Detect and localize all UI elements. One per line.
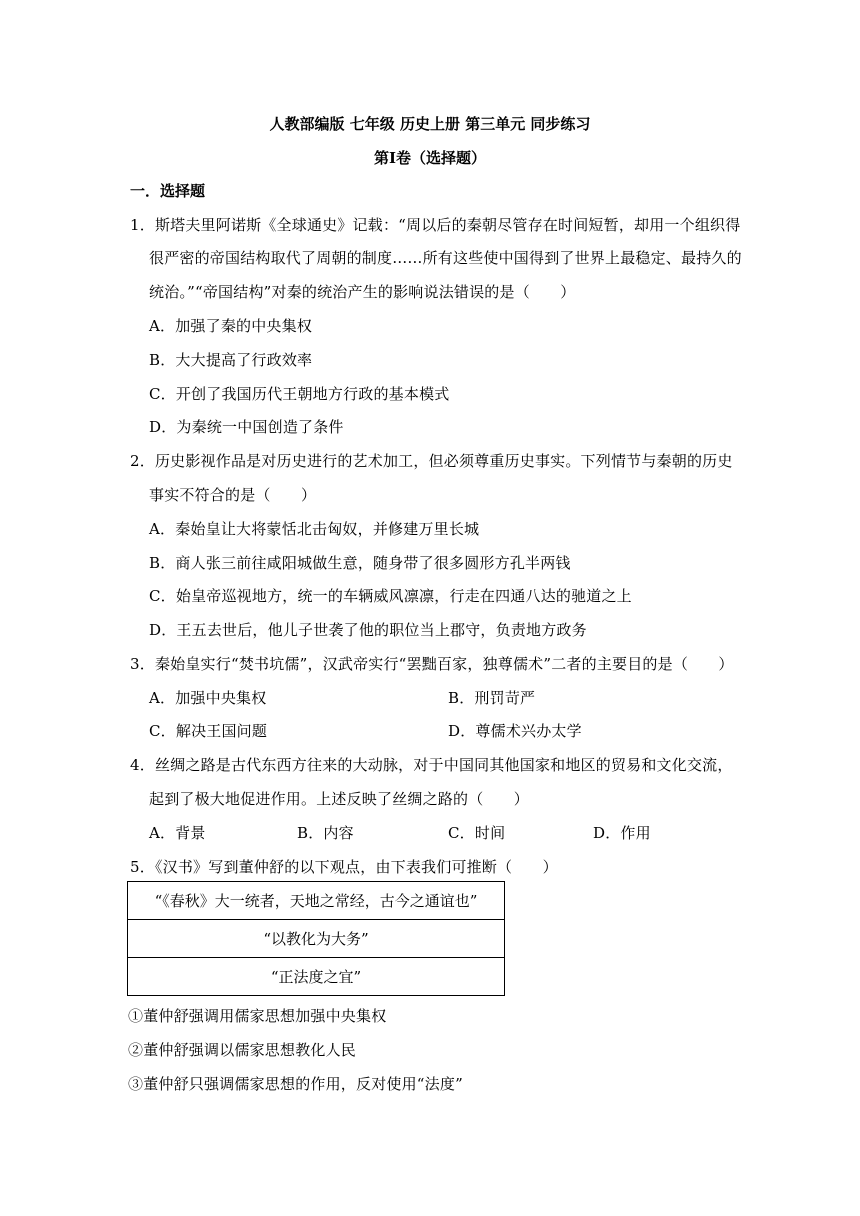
statement-1: ①董仲舒强调用儒家思想加强中央集权 bbox=[128, 1007, 387, 1025]
question-2-option-c: C．始皇帝巡视地方，统一的车辆威风凛凛，行走在四通八达的驰道之上 bbox=[149, 587, 632, 605]
statement-3: ③董仲舒只强调儒家思想的作用，反对使用“法度” bbox=[128, 1075, 463, 1093]
quote-table bbox=[127, 881, 505, 996]
question-3-option-c: C．解决王国问题 bbox=[149, 722, 268, 740]
document-subtitle: 第Ⅰ卷（选择题） bbox=[373, 149, 487, 167]
question-3-option-a: A．加强中央集权 bbox=[149, 689, 267, 707]
question-3-line-1: 3．秦始皇实行“焚书坑儒”，汉武帝实行“罢黜百家，独尊儒术”二者的主要目的是（ ） bbox=[130, 655, 734, 673]
question-4-option-b: B．内容 bbox=[297, 824, 354, 842]
question-4-line-1: 4．丝绸之路是古代东西方往来的大动脉，对于中国同其他国家和地区的贸易和文化交流， bbox=[130, 756, 733, 774]
question-2-line-1: 2．历史影视作品是对历史进行的艺术加工，但必须尊重历史事实。下列情节与秦朝的历史 bbox=[130, 452, 733, 470]
table-cell: “《春秋》大一统者，天地之常经，古今之通谊也” bbox=[128, 882, 505, 920]
question-1-line-3: 统治。”“帝国结构”对秦的统治产生的影响说法错误的是（ ） bbox=[149, 283, 576, 301]
question-2-option-d: D．王五去世后，他儿子世袭了他的职位当上郡守，负责地方政务 bbox=[149, 621, 587, 639]
question-2-option-b: B．商人张三前往咸阳城做生意，随身带了很多圆形方孔半两钱 bbox=[149, 554, 571, 572]
question-2-option-a: A．秦始皇让大将蒙恬北击匈奴，并修建万里长城 bbox=[149, 520, 480, 538]
question-1-line-2: 很严密的帝国结构取代了周朝的制度……所有这些使中国得到了世界上最稳定、最持久的 bbox=[149, 249, 742, 267]
question-1-line-1: 1．斯塔夫里阿诺斯《全球通史》记载：“周以后的秦朝尽管存在时间短暂，却用一个组织得 bbox=[130, 216, 741, 234]
question-3-option-b: B．刑罚苛严 bbox=[448, 689, 536, 707]
statement-2: ②董仲舒强调以儒家思想教化人民 bbox=[128, 1041, 357, 1059]
question-1-option-a: A．加强了秦的中央集权 bbox=[149, 317, 313, 335]
question-1-option-d: D．为秦统一中国创造了条件 bbox=[149, 418, 344, 436]
question-5-line-1: 5．《汉书》写到董仲舒的以下观点，由下表我们可推断（ ） bbox=[130, 858, 558, 876]
question-4-option-d: D．作用 bbox=[593, 824, 651, 842]
question-1-option-c: C．开创了我国历代王朝地方行政的基本模式 bbox=[149, 385, 450, 403]
table-row bbox=[128, 882, 505, 920]
question-2-line-2: 事实不符合的是（ ） bbox=[149, 486, 317, 504]
section-heading: 一．选择题 bbox=[130, 182, 206, 200]
table-cell: “正法度之宜” bbox=[128, 958, 505, 996]
question-1-option-b: B．大大提高了行政效率 bbox=[149, 351, 313, 369]
table-cell: “以教化为大务” bbox=[128, 920, 505, 958]
document-title: 人教部编版 七年级 历史上册 第三单元 同步练习 bbox=[269, 115, 591, 133]
question-4-option-a: A．背景 bbox=[149, 824, 206, 842]
question-4-option-c: C．时间 bbox=[448, 824, 506, 842]
table-row bbox=[128, 920, 505, 958]
table-row bbox=[128, 958, 505, 996]
question-4-line-2: 起到了极大地促进作用。上述反映了丝绸之路的（ ） bbox=[149, 790, 530, 808]
question-3-option-d: D．尊儒术兴办太学 bbox=[448, 722, 582, 740]
